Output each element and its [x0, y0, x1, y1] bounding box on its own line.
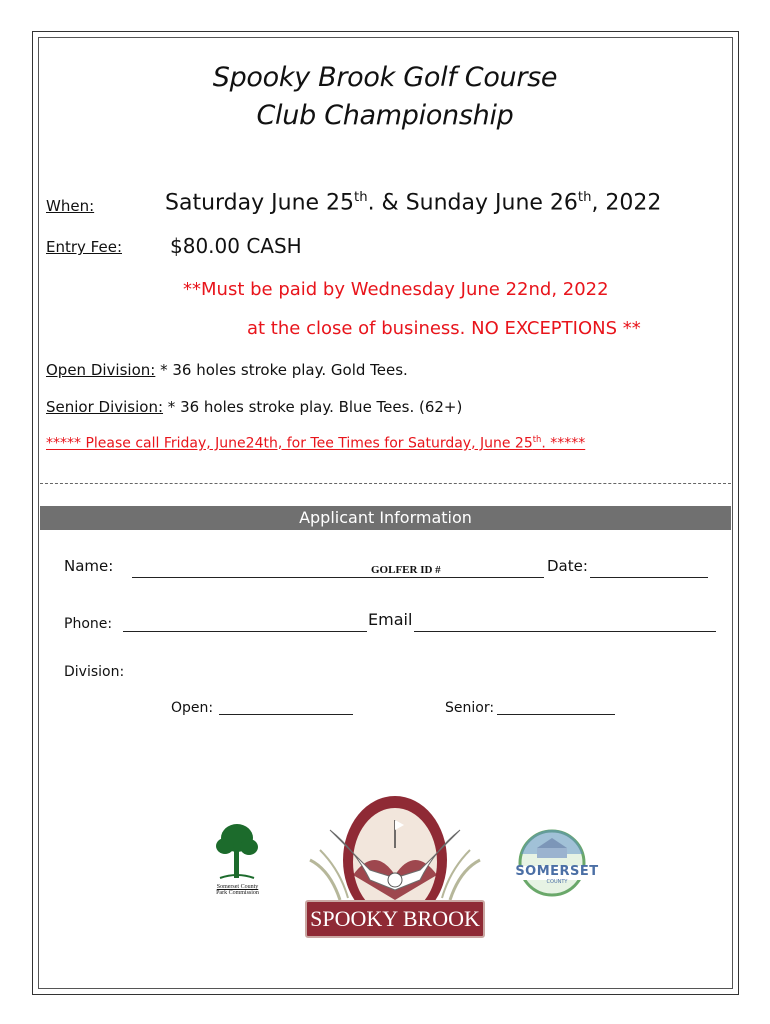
division-label: Division:	[64, 664, 125, 680]
title-line-2: Club Championship	[256, 100, 514, 131]
email-label: Email	[368, 610, 413, 629]
open-choice-field[interactable]	[219, 714, 353, 715]
entry-fee-value: $80.00 CASH	[170, 234, 302, 258]
title-line-1: Spooky Brook Golf Course	[212, 62, 558, 93]
phone-field[interactable]	[123, 631, 367, 632]
open-division-label: Open Division:	[46, 361, 156, 379]
entry-fee-label: Entry Fee:	[46, 238, 122, 256]
event-year: , 2022	[591, 190, 662, 216]
open-division-text: * 36 holes stroke play. Gold Tees.	[155, 361, 408, 379]
saturday-suffix: th	[354, 190, 368, 205]
somerset-county-text: COUNTY	[546, 879, 568, 885]
applicant-info-banner: Applicant Information	[40, 506, 731, 530]
tree-icon	[200, 820, 275, 880]
phone-label: Phone:	[64, 616, 113, 632]
senior-division	[46, 398, 462, 416]
tee-times-end: . *****	[541, 435, 586, 452]
park-commission-line-2: Park Commission	[216, 890, 259, 896]
golfer-id-label: GOLFER ID #	[371, 564, 441, 576]
park-commission-logo	[200, 820, 275, 900]
somerset-wordmark: SOMERSET	[515, 864, 599, 879]
senior-division-label: Senior Division:	[46, 398, 164, 416]
date-label: Date:	[547, 557, 588, 575]
name-field[interactable]	[132, 577, 544, 578]
saturday-date: Saturday June 25	[165, 190, 355, 216]
tee-times-text: ***** Please call Friday, June24th, for Tee Times for Saturday, June 25	[46, 435, 533, 452]
payment-notice-line-2: at the close of business. NO EXCEPTIONS **	[247, 318, 641, 339]
senior-choice-label: Senior:	[445, 700, 495, 716]
tee-times-suffix: th	[532, 434, 542, 444]
email-field[interactable]	[414, 631, 716, 632]
event-dates	[165, 190, 661, 215]
name-label: Name:	[64, 557, 114, 575]
open-choice-label: Open:	[171, 700, 214, 716]
somerset-county-logo	[507, 828, 607, 900]
date-field[interactable]	[590, 577, 708, 578]
senior-choice-field[interactable]	[497, 714, 615, 715]
sunday-date: . & Sunday June 26	[367, 190, 578, 216]
spooky-brook-logo	[300, 790, 490, 940]
spooky-brook-wordmark: SPOOKY BROOK	[305, 900, 485, 938]
tee-times-notice	[46, 434, 585, 452]
sunday-suffix: th	[577, 190, 592, 205]
payment-notice-line-1: **Must be paid by Wednesday June 22nd, 2022	[183, 279, 609, 300]
cut-line	[40, 483, 731, 484]
when-label: When:	[46, 197, 95, 215]
open-division	[46, 361, 408, 379]
somerset-emblem	[507, 828, 607, 898]
senior-division-text: * 36 holes stroke play. Blue Tees. (62+)	[163, 398, 463, 416]
park-commission-line-1: Somerset County	[216, 884, 259, 890]
